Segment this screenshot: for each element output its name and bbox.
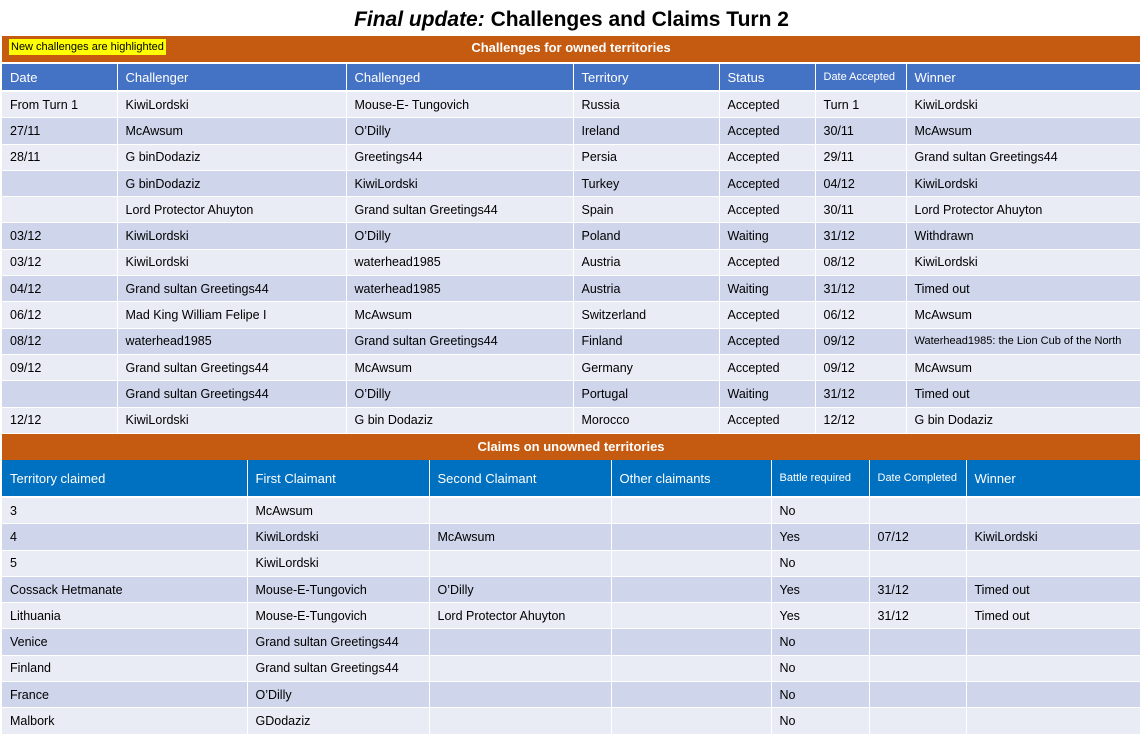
cell-second-claimant: Lord Protector Ahuyton bbox=[429, 603, 611, 629]
cell-date: From Turn 1 bbox=[2, 91, 117, 118]
cell-territory: Russia bbox=[573, 91, 719, 118]
table-row bbox=[2, 91, 1140, 118]
cell-first-claimant: GDodaziz bbox=[247, 708, 429, 734]
cell-date-accepted: 04/12 bbox=[815, 170, 906, 196]
cell-challenged: McAwsum bbox=[346, 354, 573, 380]
cell-winner: Grand sultan Greetings44 bbox=[906, 144, 1140, 170]
cell-other-claimants bbox=[611, 524, 771, 550]
cell-battle-required: No bbox=[771, 550, 869, 576]
cell-date: 12/12 bbox=[2, 407, 117, 433]
cell-second-claimant bbox=[429, 708, 611, 734]
claims-header-row bbox=[2, 460, 1140, 497]
claims-heading: Claims on unowned territories bbox=[477, 439, 665, 454]
cell-territory: Finland bbox=[573, 328, 719, 354]
cell-date-completed: 31/12 bbox=[869, 576, 966, 602]
table-row bbox=[2, 682, 1140, 708]
cell-challenger: Lord Protector Ahuyton bbox=[117, 197, 346, 223]
cell-territory: Austria bbox=[573, 249, 719, 275]
cell-challenged: waterhead1985 bbox=[346, 249, 573, 275]
cell-territory-claimed: France bbox=[2, 682, 247, 708]
cell-claim-winner bbox=[966, 682, 1140, 708]
claims-section-bar bbox=[2, 434, 1140, 460]
cell-status: Accepted bbox=[719, 197, 815, 223]
cell-date-completed bbox=[869, 629, 966, 655]
cell-status: Accepted bbox=[719, 249, 815, 275]
cell-challenged: Greetings44 bbox=[346, 144, 573, 170]
cell-territory: Persia bbox=[573, 144, 719, 170]
table-row bbox=[2, 655, 1140, 681]
cell-date-accepted: 06/12 bbox=[815, 302, 906, 328]
cell-other-claimants bbox=[611, 550, 771, 576]
table-row bbox=[2, 603, 1140, 629]
cell-first-claimant: KiwiLordski bbox=[247, 550, 429, 576]
cell-challenger: G binDodaziz bbox=[117, 170, 346, 196]
cell-challenged: O’Dilly bbox=[346, 381, 573, 407]
cell-status: Waiting bbox=[719, 276, 815, 302]
cell-challenger: KiwiLordski bbox=[117, 249, 346, 275]
col-winner: Winner bbox=[906, 64, 1140, 91]
table-row bbox=[2, 524, 1140, 550]
cell-first-claimant: McAwsum bbox=[247, 497, 429, 524]
cell-status: Waiting bbox=[719, 381, 815, 407]
col-second-claimant: Second Claimant bbox=[429, 460, 611, 497]
cell-challenged: KiwiLordski bbox=[346, 170, 573, 196]
cell-territory: Germany bbox=[573, 354, 719, 380]
cell-territory-claimed: 5 bbox=[2, 550, 247, 576]
cell-challenger: Mad King William Felipe I bbox=[117, 302, 346, 328]
table-row bbox=[2, 328, 1140, 354]
cell-first-claimant: KiwiLordski bbox=[247, 524, 429, 550]
cell-challenger: waterhead1985 bbox=[117, 328, 346, 354]
cell-other-claimants bbox=[611, 497, 771, 524]
cell-claim-winner: Timed out bbox=[966, 576, 1140, 602]
cell-date-accepted: 31/12 bbox=[815, 276, 906, 302]
cell-winner: KiwiLordski bbox=[906, 170, 1140, 196]
table-row bbox=[2, 381, 1140, 407]
cell-challenger: KiwiLordski bbox=[117, 407, 346, 433]
col-other-claimants: Other claimants bbox=[611, 460, 771, 497]
cell-challenged: O’Dilly bbox=[346, 118, 573, 144]
cell-winner: Timed out bbox=[906, 381, 1140, 407]
cell-challenged: Grand sultan Greetings44 bbox=[346, 328, 573, 354]
cell-other-claimants bbox=[611, 576, 771, 602]
cell-winner: KiwiLordski bbox=[906, 91, 1140, 118]
cell-territory: Turkey bbox=[573, 170, 719, 196]
cell-second-claimant bbox=[429, 682, 611, 708]
cell-status: Accepted bbox=[719, 407, 815, 433]
col-date-accepted: Date Accepted bbox=[815, 64, 906, 91]
cell-territory: Morocco bbox=[573, 407, 719, 433]
cell-challenged: waterhead1985 bbox=[346, 276, 573, 302]
cell-challenger: KiwiLordski bbox=[117, 91, 346, 118]
cell-first-claimant: Mouse-E-Tungovich bbox=[247, 576, 429, 602]
cell-date: 04/12 bbox=[2, 276, 117, 302]
cell-challenger: Grand sultan Greetings44 bbox=[117, 276, 346, 302]
table-row bbox=[2, 276, 1140, 302]
cell-battle-required: No bbox=[771, 682, 869, 708]
cell-date: 27/11 bbox=[2, 118, 117, 144]
cell-winner: Lord Protector Ahuyton bbox=[906, 197, 1140, 223]
cell-territory: Poland bbox=[573, 223, 719, 249]
cell-territory: Ireland bbox=[573, 118, 719, 144]
cell-claim-winner: Timed out bbox=[966, 603, 1140, 629]
cell-date: 03/12 bbox=[2, 223, 117, 249]
cell-status: Accepted bbox=[719, 328, 815, 354]
cell-challenger: McAwsum bbox=[117, 118, 346, 144]
highlight-note: New challenges are highlighted bbox=[11, 41, 164, 53]
col-battle-required: Battle required bbox=[771, 460, 869, 497]
cell-challenged: Grand sultan Greetings44 bbox=[346, 197, 573, 223]
table-row bbox=[2, 249, 1140, 275]
cell-date: 08/12 bbox=[2, 328, 117, 354]
table-row bbox=[2, 197, 1140, 223]
table-row bbox=[2, 302, 1140, 328]
table-row bbox=[2, 407, 1140, 433]
cell-first-claimant: Grand sultan Greetings44 bbox=[247, 655, 429, 681]
table-row bbox=[2, 170, 1140, 196]
cell-first-claimant: Mouse-E-Tungovich bbox=[247, 603, 429, 629]
challenges-header-row bbox=[2, 64, 1140, 91]
cell-status: Accepted bbox=[719, 91, 815, 118]
cell-date bbox=[2, 197, 117, 223]
cell-winner: McAwsum bbox=[906, 302, 1140, 328]
col-challenged: Challenged bbox=[346, 64, 573, 91]
cell-battle-required: No bbox=[771, 497, 869, 524]
table-row bbox=[2, 708, 1140, 734]
cell-challenger: Grand sultan Greetings44 bbox=[117, 381, 346, 407]
cell-territory-claimed: Venice bbox=[2, 629, 247, 655]
cell-date: 03/12 bbox=[2, 249, 117, 275]
cell-date-accepted: 09/12 bbox=[815, 328, 906, 354]
cell-challenger: KiwiLordski bbox=[117, 223, 346, 249]
table-row bbox=[2, 576, 1140, 602]
cell-battle-required: Yes bbox=[771, 524, 869, 550]
cell-second-claimant bbox=[429, 655, 611, 681]
title-rest: Challenges and Claims Turn 2 bbox=[484, 8, 789, 31]
table-row bbox=[2, 497, 1140, 524]
cell-territory: Switzerland bbox=[573, 302, 719, 328]
cell-territory: Austria bbox=[573, 276, 719, 302]
table-row bbox=[2, 354, 1140, 380]
cell-claim-winner bbox=[966, 708, 1140, 734]
cell-date-completed bbox=[869, 550, 966, 576]
page-title bbox=[0, 8, 1143, 36]
cell-date-accepted: 12/12 bbox=[815, 407, 906, 433]
cell-other-claimants bbox=[611, 682, 771, 708]
cell-winner: McAwsum bbox=[906, 118, 1140, 144]
title-italic: Final update: bbox=[354, 8, 485, 31]
cell-date-completed: 07/12 bbox=[869, 524, 966, 550]
cell-battle-required: Yes bbox=[771, 576, 869, 602]
cell-challenged: McAwsum bbox=[346, 302, 573, 328]
cell-date bbox=[2, 170, 117, 196]
cell-other-claimants bbox=[611, 655, 771, 681]
cell-date: 09/12 bbox=[2, 354, 117, 380]
cell-battle-required: Yes bbox=[771, 603, 869, 629]
cell-date-completed bbox=[869, 497, 966, 524]
cell-status: Waiting bbox=[719, 223, 815, 249]
cell-date-completed: 31/12 bbox=[869, 603, 966, 629]
cell-territory-claimed: Cossack Hetmanate bbox=[2, 576, 247, 602]
cell-battle-required: No bbox=[771, 655, 869, 681]
cell-date bbox=[2, 381, 117, 407]
cell-challenged: O’Dilly bbox=[346, 223, 573, 249]
challenges-table bbox=[2, 64, 1140, 434]
cell-status: Accepted bbox=[719, 354, 815, 380]
cell-challenged: G bin Dodaziz bbox=[346, 407, 573, 433]
cell-date-accepted: 31/12 bbox=[815, 381, 906, 407]
cell-territory-claimed: 3 bbox=[2, 497, 247, 524]
col-date: Date bbox=[2, 64, 117, 91]
cell-date-completed bbox=[869, 708, 966, 734]
cell-battle-required: No bbox=[771, 629, 869, 655]
cell-territory-claimed: Finland bbox=[2, 655, 247, 681]
table-row bbox=[2, 223, 1140, 249]
cell-date-accepted: 09/12 bbox=[815, 354, 906, 380]
cell-first-claimant: Grand sultan Greetings44 bbox=[247, 629, 429, 655]
cell-winner: KiwiLordski bbox=[906, 249, 1140, 275]
cell-status: Accepted bbox=[719, 302, 815, 328]
cell-first-claimant: O’Dilly bbox=[247, 682, 429, 708]
cell-claim-winner: KiwiLordski bbox=[966, 524, 1140, 550]
cell-territory-claimed: Lithuania bbox=[2, 603, 247, 629]
cell-winner: G bin Dodaziz bbox=[906, 407, 1140, 433]
cell-challenger: G binDodaziz bbox=[117, 144, 346, 170]
cell-date-completed bbox=[869, 655, 966, 681]
cell-second-claimant: O’Dilly bbox=[429, 576, 611, 602]
cell-second-claimant bbox=[429, 497, 611, 524]
col-territory: Territory bbox=[573, 64, 719, 91]
cell-second-claimant bbox=[429, 550, 611, 576]
table-row bbox=[2, 629, 1140, 655]
cell-date-accepted: 30/11 bbox=[815, 118, 906, 144]
cell-second-claimant bbox=[429, 629, 611, 655]
col-territory-claimed: Territory claimed bbox=[2, 460, 247, 497]
claims-table bbox=[2, 460, 1140, 735]
cell-second-claimant: McAwsum bbox=[429, 524, 611, 550]
cell-claim-winner bbox=[966, 655, 1140, 681]
cell-date: 28/11 bbox=[2, 144, 117, 170]
cell-other-claimants bbox=[611, 629, 771, 655]
cell-territory: Portugal bbox=[573, 381, 719, 407]
cell-winner: Timed out bbox=[906, 276, 1140, 302]
cell-claim-winner bbox=[966, 550, 1140, 576]
col-status: Status bbox=[719, 64, 815, 91]
cell-status: Accepted bbox=[719, 118, 815, 144]
cell-date-accepted: 08/12 bbox=[815, 249, 906, 275]
cell-date-accepted: 29/11 bbox=[815, 144, 906, 170]
cell-date: 06/12 bbox=[2, 302, 117, 328]
cell-date-accepted: 31/12 bbox=[815, 223, 906, 249]
col-challenger: Challenger bbox=[117, 64, 346, 91]
cell-winner: Waterhead1985: the Lion Cub of the North bbox=[906, 328, 1140, 354]
table-row bbox=[2, 550, 1140, 576]
cell-claim-winner bbox=[966, 497, 1140, 524]
table-row bbox=[2, 144, 1140, 170]
cell-challenged: Mouse-E- Tungovich bbox=[346, 91, 573, 118]
cell-challenger: Grand sultan Greetings44 bbox=[117, 354, 346, 380]
cell-territory-claimed: 4 bbox=[2, 524, 247, 550]
cell-date-accepted: Turn 1 bbox=[815, 91, 906, 118]
cell-other-claimants bbox=[611, 603, 771, 629]
cell-claim-winner bbox=[966, 629, 1140, 655]
cell-status: Accepted bbox=[719, 144, 815, 170]
cell-winner: McAwsum bbox=[906, 354, 1140, 380]
cell-winner: Withdrawn bbox=[906, 223, 1140, 249]
challenges-heading: Challenges for owned territories bbox=[471, 40, 671, 55]
cell-status: Accepted bbox=[719, 170, 815, 196]
challenges-section-bar bbox=[2, 36, 1140, 62]
cell-date-completed bbox=[869, 682, 966, 708]
cell-battle-required: No bbox=[771, 708, 869, 734]
cell-date-accepted: 30/11 bbox=[815, 197, 906, 223]
table-row bbox=[2, 118, 1140, 144]
col-date-completed: Date Completed bbox=[869, 460, 966, 497]
cell-territory: Spain bbox=[573, 197, 719, 223]
col-claim-winner: Winner bbox=[966, 460, 1140, 497]
cell-territory-claimed: Malbork bbox=[2, 708, 247, 734]
cell-other-claimants bbox=[611, 708, 771, 734]
col-first-claimant: First Claimant bbox=[247, 460, 429, 497]
